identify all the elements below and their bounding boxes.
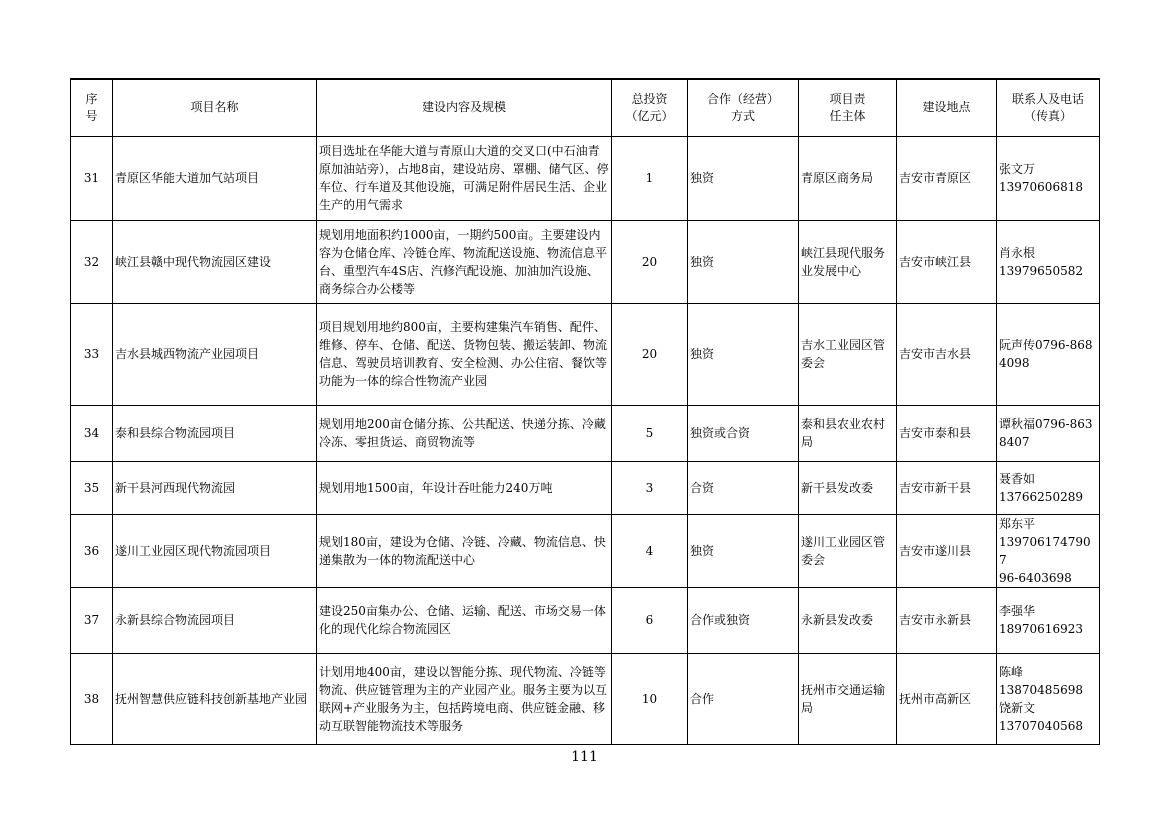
header-content: 建设内容及规模 xyxy=(317,79,612,136)
row-content: 规划用地面积约1000亩，一期约500亩。主要建设内容为仓储仓库、冷链仓库、物流配送设施、物流信息平台、重型汽车4S店、汽修汽配设施、加油加汽设施、商务综合办公楼等 xyxy=(317,220,612,303)
row-location: 吉安市遂川县 xyxy=(897,514,997,587)
contact-line: 郑东平 xyxy=(999,516,1036,531)
row-content: 规划180亩，建设为仓储、冷链、冷藏、物流信息、快递集散为一体的物流配送中心 xyxy=(317,514,612,587)
header-investment: 总投资 （亿元） xyxy=(612,79,688,136)
row-investment: 3 xyxy=(612,461,688,514)
row-investment: 5 xyxy=(612,405,688,461)
row-mode: 合作或独资 xyxy=(688,587,799,653)
row-location: 吉安市泰和县 xyxy=(897,405,997,461)
row-location: 抚州市高新区 xyxy=(897,653,997,744)
row-owner: 泰和县农业农村局 xyxy=(799,405,897,461)
header-location: 建设地点 xyxy=(897,79,997,136)
table-row xyxy=(71,303,1100,405)
project-table xyxy=(70,78,1100,745)
row-mode: 合作 xyxy=(688,653,799,744)
table-header-row xyxy=(71,79,1100,136)
row-project-name: 泰和县综合物流园项目 xyxy=(113,405,317,461)
row-mode: 独资 xyxy=(688,136,799,220)
row-owner: 永新县发改委 xyxy=(799,587,897,653)
row-contact xyxy=(997,653,1100,744)
row-content: 项目选址在华能大道与青原山大道的交叉口(中石油青原加油站旁），占地8亩，建设站房、罩棚、储气区、停车位、行车道及其他设施，可满足附件居民生活、企业生产的用气需求 xyxy=(317,136,612,220)
row-contact xyxy=(997,136,1100,220)
row-owner: 峡江县现代服务业发展中心 xyxy=(799,220,897,303)
contact-line: 13979650582 xyxy=(999,263,1083,278)
row-seq: 32 xyxy=(71,220,113,303)
header-seq: 序 号 xyxy=(71,79,113,136)
row-location: 吉安市峡江县 xyxy=(897,220,997,303)
row-contact xyxy=(997,461,1100,514)
table-row xyxy=(71,514,1100,587)
row-location: 吉安市青原区 xyxy=(897,136,997,220)
row-mode: 独资 xyxy=(688,303,799,405)
table-row xyxy=(71,405,1100,461)
contact-line: 13766250289 xyxy=(999,489,1083,504)
row-seq: 36 xyxy=(71,514,113,587)
row-project-name: 青原区华能大道加气站项目 xyxy=(113,136,317,220)
row-investment: 1 xyxy=(612,136,688,220)
row-investment: 10 xyxy=(612,653,688,744)
header-owner: 项目责 任主体 xyxy=(799,79,897,136)
contact-line: 张文万 xyxy=(999,162,1036,176)
row-contact xyxy=(997,303,1100,405)
row-project-name: 抚州智慧供应链科技创新基地产业园 xyxy=(113,653,317,744)
contact-line: 96-6403698 xyxy=(999,570,1072,585)
row-owner: 吉水工业园区管委会 xyxy=(799,303,897,405)
row-contact xyxy=(997,405,1100,461)
row-mode: 独资 xyxy=(688,514,799,587)
row-investment: 20 xyxy=(612,303,688,405)
contact-line: 18970616923 xyxy=(999,622,1083,636)
contact-line: 13707040568 xyxy=(999,718,1083,733)
row-seq: 33 xyxy=(71,303,113,405)
row-content: 计划用地400亩，建设以智能分拣、现代物流、冷链等物流、供应链管理为主的产业园产业。服务主要为以互联网+产业服务为主，包括跨境电商、供应链金融、移动互联智能物流技术等服务 xyxy=(317,653,612,744)
row-investment: 4 xyxy=(612,514,688,587)
row-owner: 青原区商务局 xyxy=(799,136,897,220)
row-content: 建设250亩集办公、仓储、运输、配送、市场交易一体化的现代化综合物流园区 xyxy=(317,587,612,653)
row-mode: 合资 xyxy=(688,461,799,514)
row-mode: 独资或合资 xyxy=(688,405,799,461)
row-project-name: 吉水县城西物流产业园项目 xyxy=(113,303,317,405)
row-investment: 20 xyxy=(612,220,688,303)
table-row xyxy=(71,653,1100,744)
contact-line: 阮声传0796-8684098 xyxy=(999,338,1093,370)
contact-line: 李强华 xyxy=(999,604,1036,618)
contact-line: 肖永根 xyxy=(999,245,1036,260)
row-contact xyxy=(997,587,1100,653)
row-mode: 独资 xyxy=(688,220,799,303)
row-project-name: 峡江县赣中现代物流园区建设 xyxy=(113,220,317,303)
row-project-name: 永新县综合物流园项目 xyxy=(113,587,317,653)
row-content: 规划用地1500亩，年设计吞吐能力240万吨 xyxy=(317,461,612,514)
table-row xyxy=(71,587,1100,653)
row-location: 吉安市新干县 xyxy=(897,461,997,514)
contact-line: 谭秋福0796-8638407 xyxy=(999,417,1093,449)
contact-line: 陈峰 xyxy=(999,664,1024,679)
row-contact xyxy=(997,514,1100,587)
header-mode: 合作（经营） 方式 xyxy=(688,79,799,136)
row-content: 项目规划用地约800亩，主要构建集汽车销售、配件、维修、停车、仓储、配送、货物包装、搬运装卸、物流信息、驾驶员培训教育、安全检测、办公住宿、餐饮等功能为一体的综合性物流产业园 xyxy=(317,303,612,405)
row-location: 吉安市永新县 xyxy=(897,587,997,653)
row-seq: 37 xyxy=(71,587,113,653)
row-seq: 31 xyxy=(71,136,113,220)
contact-line: 聂香如 xyxy=(999,471,1036,486)
row-owner: 抚州市交通运输局 xyxy=(799,653,897,744)
row-seq: 34 xyxy=(71,405,113,461)
row-content: 规划用地200亩仓储分拣、公共配送、快递分拣、冷藏冷冻、零担货运、商贸物流等 xyxy=(317,405,612,461)
row-project-name: 新干县河西现代物流园 xyxy=(113,461,317,514)
row-investment: 6 xyxy=(612,587,688,653)
contact-line: 1397061747907 xyxy=(999,534,1091,567)
row-seq: 38 xyxy=(71,653,113,744)
row-seq: 35 xyxy=(71,461,113,514)
row-contact xyxy=(997,220,1100,303)
table-row xyxy=(71,136,1100,220)
row-owner: 新干县发改委 xyxy=(799,461,897,514)
row-owner: 遂川工业园区管委会 xyxy=(799,514,897,587)
table-row xyxy=(71,461,1100,514)
contact-line: 13970606818 xyxy=(999,180,1083,194)
page-number: 111 xyxy=(571,749,598,765)
contact-line: 13870485698 xyxy=(999,682,1083,697)
header-name: 项目名称 xyxy=(113,79,317,136)
row-location: 吉安市吉水县 xyxy=(897,303,997,405)
table-row xyxy=(71,220,1100,303)
header-contact: 联系人及电话 （传真） xyxy=(997,79,1100,136)
row-project-name: 遂川工业园区现代物流园项目 xyxy=(113,514,317,587)
contact-line: 饶新文 xyxy=(999,700,1036,715)
